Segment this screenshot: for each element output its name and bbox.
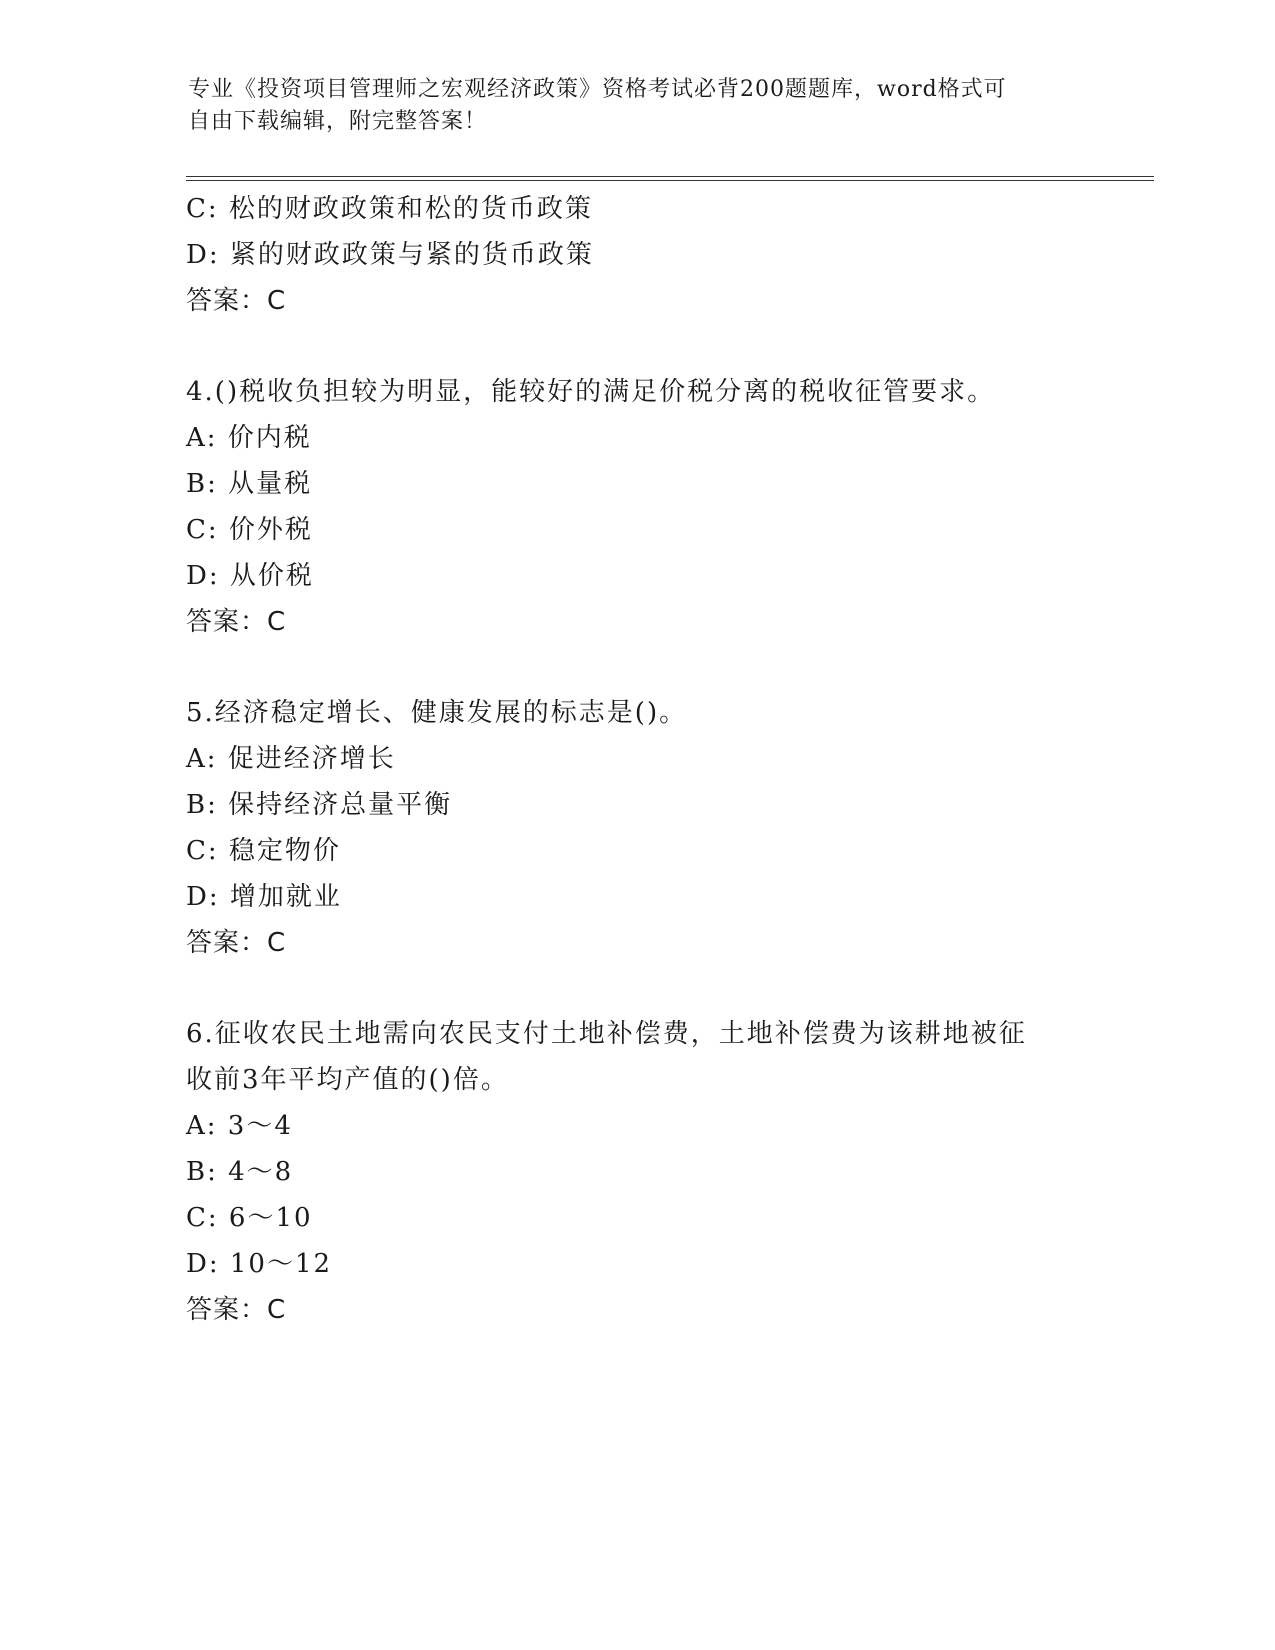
question-stem: 4.()税收负担较为明显，能较好的满足价税分离的税收征管要求。 bbox=[186, 377, 996, 407]
header-line-2: 自由下载编辑，附完整答案！ bbox=[188, 109, 488, 134]
option-a: A: 促进经济增长 bbox=[186, 744, 396, 774]
document-header bbox=[188, 74, 1068, 138]
option-a: A: 3～4 bbox=[186, 1111, 293, 1141]
option-d: D: 增加就业 bbox=[186, 882, 342, 912]
question-block-5 bbox=[186, 690, 1086, 966]
question-block-6 bbox=[186, 1011, 1086, 1333]
question-stem: 5.经济稳定增长、健康发展的标志是()。 bbox=[186, 698, 688, 728]
header-divider bbox=[186, 176, 1154, 181]
option-c: C: 松的财政政策和松的货币政策 bbox=[186, 194, 593, 224]
question-block-4 bbox=[186, 369, 1086, 645]
option-d: D: 从价税 bbox=[186, 561, 314, 591]
question-list bbox=[186, 186, 1086, 1333]
question-stem-line-2: 收前3年平均产值的()倍。 bbox=[186, 1065, 509, 1095]
option-a: A: 价内税 bbox=[186, 423, 312, 453]
answer-line: 答案：C bbox=[186, 1295, 287, 1325]
question-block-3 bbox=[186, 186, 1086, 324]
question-stem-line-1: 6.征收农民土地需向农民支付土地补偿费，土地补偿费为该耕地被征 bbox=[186, 1019, 1027, 1049]
option-b: B: 从量税 bbox=[186, 469, 313, 499]
header-line-1: 专业《投资项目管理师之宏观经济政策》资格考试必背200题题库，word格式可 bbox=[188, 77, 1007, 102]
answer-line: 答案：C bbox=[186, 286, 287, 316]
option-d: D: 10～12 bbox=[186, 1249, 333, 1279]
answer-line: 答案：C bbox=[186, 928, 287, 958]
option-b: B: 4～8 bbox=[186, 1157, 294, 1187]
option-b: B: 保持经济总量平衡 bbox=[186, 790, 453, 820]
option-c: C: 6～10 bbox=[186, 1203, 313, 1233]
option-c: C: 稳定物价 bbox=[186, 836, 341, 866]
option-d: D: 紧的财政政策与紧的货币政策 bbox=[186, 240, 594, 270]
option-c: C: 价外税 bbox=[186, 515, 313, 545]
answer-line: 答案：C bbox=[186, 607, 287, 637]
